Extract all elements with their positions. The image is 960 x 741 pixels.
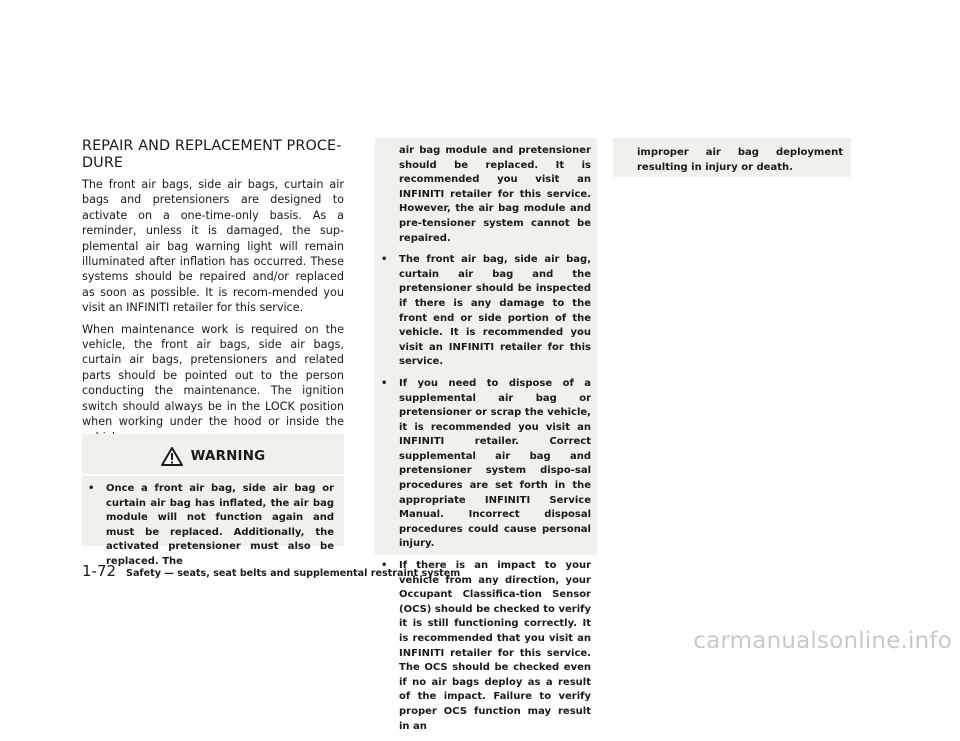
warning-list-part-2 [375,144,591,741]
warning-item-2 [375,253,591,370]
warning-header [82,446,344,468]
footer-section-title: Safety — seats, seat belts and supplemental restraint system [126,568,461,579]
warning-box-continued [375,138,597,732]
bullet-icon: • [381,560,388,572]
warning-item-4 [375,559,591,734]
warning-item-1-continued: air bag module and pretensioner should be replaced. It is recommended you visit an INFINITI retailer for this service. However, the air bag module and pre-tensioner system cannot be repaired. [399,145,591,244]
warning-item-4-continued: improper air bag deployment resulting in injury or death. [637,147,843,173]
watermark-text: carmanualsonline.info [693,628,952,654]
warning-item-text: Once a front air bag, side air bag or curtain air bag has inflated, the air bag module will not function again and must be replaced. Additionally, the activated pretensioner must also be replaced. The [106,483,334,567]
warning-item-text: If there is an impact to your vehicle from any direction, your Occupant Classifica-tion Sensor (OCS) should be checked to verify it is still functioning correctly. It is recommended that you visit an INFINITI retailer for this service. The OCS should be checked even if no air bags deploy as a result of the impact. Failure to verify proper OCS function may result in an [399,560,591,732]
section-heading [82,138,344,172]
section-heading-line-2: DURE [82,155,124,171]
warning-item-1 [82,482,334,570]
bullet-icon: • [381,377,388,389]
body-paragraph-1: The front air bags, side air bags, curtain air bags and pretensioners are designed to activate on a one-time-only basis. As a reminder, unless it is damaged, the sup-plemental air bag warning light will remain illuminated after inflation has occurred. These systems should be repaired and/or replaced as soon as possible. It is recom-mended you visit an INFINITI retailer for this service. [82,178,344,315]
page-footer [82,561,460,580]
warning-box [82,434,344,567]
bullet-icon: • [381,254,388,266]
warning-list-part-3 [613,146,843,182]
warning-box-continued-end [613,138,851,177]
warning-item-text: If you need to dispose of a supplemental air bag or pretensioner or scrap the vehicle, it is recommended you visit an INFINITI retailer. Correct supplemental air bag and pretensioner system dispo-sal procedures are set forth in the appropriate INFINITI Service Manual. Incorrect disposal procedures could cause personal injury. [399,377,591,550]
warning-triangle-icon [161,447,183,466]
warning-divider [82,474,344,476]
warning-title: WARNING [190,449,266,464]
warning-item-text: The front air bag, side air bag, curtain air bag and the pretensioner should be inspected if there is any damage to the front end or side portion of the vehicle. It is recommended you visit an INFINITI retailer for this service. [399,254,591,368]
bullet-icon: • [88,483,95,494]
main-text-column [82,138,344,451]
page-number: 1-72 [82,562,117,580]
body-paragraph-2: When maintenance work is required on the vehicle, the front air bags, side air bags, curtain air bags, pretensioners and related parts should be pointed out to the person conducting the maintenance. The ignition switch should always be in the LOCK position when working under the hood or inside the [82,322,344,429]
section-heading-line-1: REPAIR AND REPLACEMENT PROCE- [82,138,342,154]
warning-item-3 [375,377,591,552]
